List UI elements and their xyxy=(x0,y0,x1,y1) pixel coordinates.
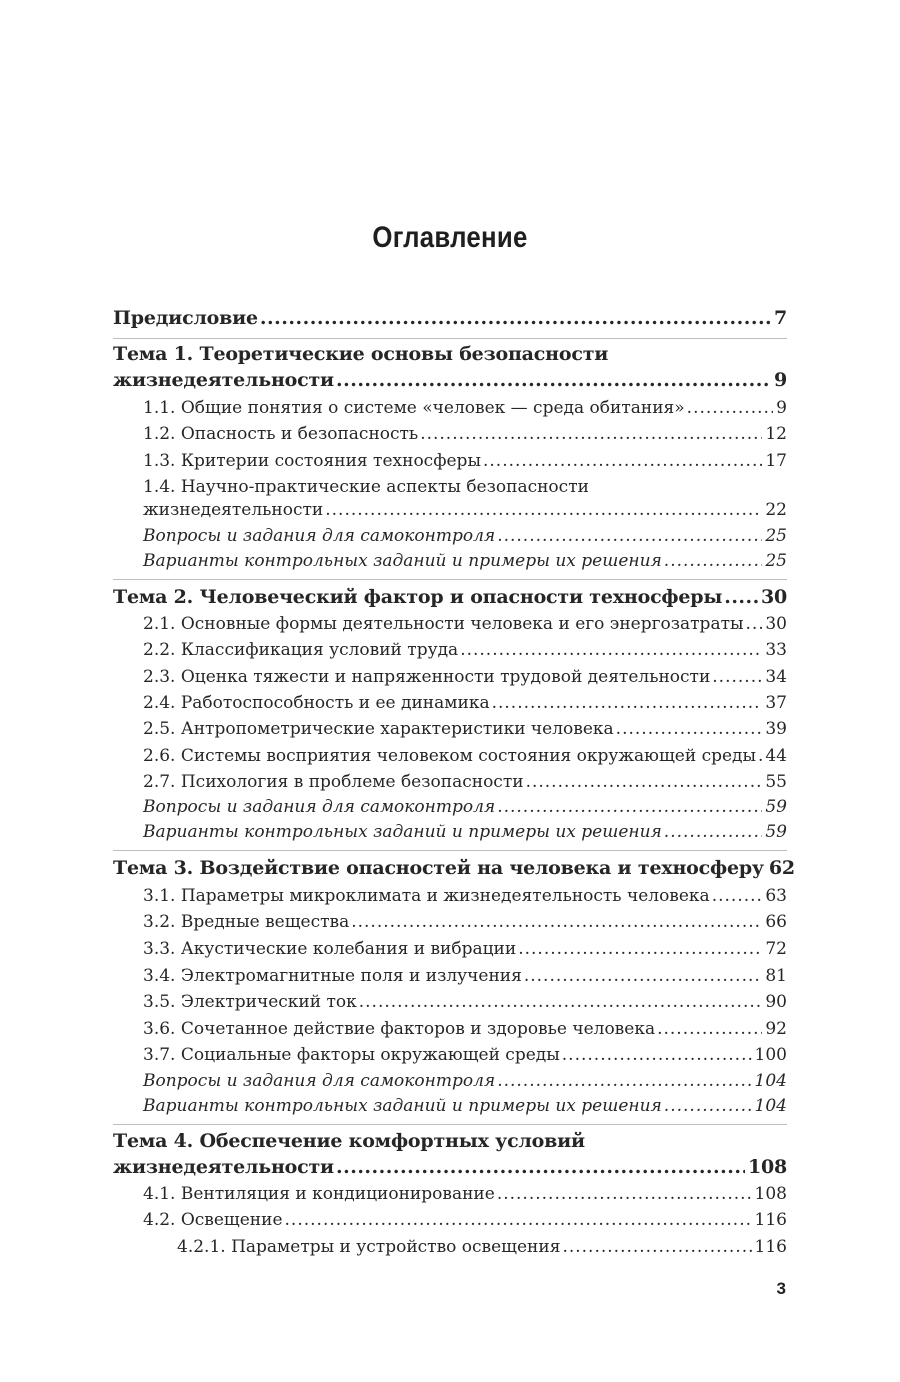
dot-leader xyxy=(664,1094,752,1118)
toc-entry-page: 17 xyxy=(765,451,787,471)
toc-entry[interactable] xyxy=(143,665,787,689)
toc-entry-page: 30 xyxy=(760,586,787,608)
toc-entry[interactable] xyxy=(143,884,787,908)
toc-entry[interactable] xyxy=(143,964,787,988)
toc-entry[interactable] xyxy=(143,638,787,662)
toc-entry-label: 2.2. Классификация условий труда xyxy=(143,640,459,660)
toc-entry[interactable] xyxy=(143,990,787,1014)
toc-entry-label: Вопросы и задания для самоконтроля xyxy=(143,526,496,546)
toc-entry-label: Варианты контрольных заданий и примеры их решения xyxy=(143,822,662,842)
toc-entry-label: Варианты контрольных заданий и примеры их решения xyxy=(143,1096,662,1116)
dot-leader xyxy=(664,549,763,573)
toc-entry[interactable] xyxy=(143,1017,787,1041)
dot-leader xyxy=(746,612,763,636)
toc-entry-label: Вопросы и задания для самоконтроля xyxy=(143,797,496,817)
toc-entry[interactable] xyxy=(143,937,787,961)
toc-entry[interactable] xyxy=(143,449,787,473)
toc-entry-label: 1.1. Общие понятия о системе «человек — среда обитания» xyxy=(143,398,685,418)
toc-entry-page: 92 xyxy=(765,1019,787,1039)
toc-entry-label: 3.1. Параметры микроклимата и жизнедеятельность человека xyxy=(143,886,710,906)
toc-entry-page: 39 xyxy=(765,719,787,739)
dot-leader xyxy=(336,1155,745,1179)
dot-leader xyxy=(285,1208,752,1232)
dot-leader xyxy=(460,638,762,662)
toc-entry-label: 2.6. Системы восприятия человеком состояния окружающей среды xyxy=(143,746,757,766)
toc-entry-page: 9 xyxy=(773,369,787,391)
toc-entry-page: 44 xyxy=(765,746,787,766)
toc-entry-variants[interactable] xyxy=(143,549,787,573)
toc-entry-label: 3.5. Электрический ток xyxy=(143,992,357,1012)
dot-leader xyxy=(497,524,762,548)
toc-entry-page: 37 xyxy=(765,693,787,713)
dot-leader xyxy=(359,990,763,1014)
toc-entry-page: 104 xyxy=(754,1096,787,1116)
toc-entry[interactable] xyxy=(177,1235,787,1259)
toc-entry-questions[interactable] xyxy=(143,795,787,819)
toc-entry[interactable] xyxy=(143,910,787,934)
toc-entry-page: 59 xyxy=(765,797,787,817)
toc-entry-label: 3.2. Вредные вещества xyxy=(143,912,350,932)
toc-entry-label: 1.2. Опасность и безопасность xyxy=(143,424,419,444)
dot-leader xyxy=(325,498,762,522)
dot-leader xyxy=(524,964,763,988)
toc-entry-page: 34 xyxy=(765,667,787,687)
toc-topic-4-line1[interactable]: Тема 4. Обеспечение комфортных условий xyxy=(113,1130,585,1152)
toc-entry-page: 116 xyxy=(754,1210,787,1230)
dot-leader xyxy=(664,820,763,844)
dot-leader xyxy=(260,306,771,330)
toc-entry-label: жизнедеятельности xyxy=(143,500,324,520)
toc-entry[interactable] xyxy=(143,1043,787,1067)
dot-leader xyxy=(492,691,763,715)
divider xyxy=(113,338,787,339)
toc-entry-page: 55 xyxy=(765,772,787,792)
toc-entry-line1[interactable]: 1.4. Научно-практические аспекты безопасности xyxy=(143,477,589,497)
toc-entry-page: 12 xyxy=(765,424,787,444)
toc-entry-page: 104 xyxy=(754,1071,787,1091)
toc-entry[interactable] xyxy=(143,498,787,522)
dot-leader xyxy=(336,368,771,392)
toc-entry-page: 108 xyxy=(754,1184,787,1204)
toc-entry-page: 108 xyxy=(747,1156,787,1178)
dot-leader xyxy=(420,422,762,446)
dot-leader xyxy=(724,585,758,609)
divider xyxy=(113,1124,787,1125)
toc-topic-2[interactable] xyxy=(113,585,787,609)
toc-entry[interactable] xyxy=(143,612,787,636)
dot-leader xyxy=(483,449,762,473)
toc-entry-label: 3.7. Социальные факторы окружающей среды xyxy=(143,1045,560,1065)
divider xyxy=(113,850,787,851)
dot-leader xyxy=(526,770,763,794)
toc-entry-label: жизнедеятельности xyxy=(113,1156,334,1178)
toc-topic-1-line1[interactable]: Тема 1. Теоретические основы безопасности xyxy=(113,343,609,365)
toc-entry-label: 2.7. Психология в проблеме безопасности xyxy=(143,772,524,792)
dot-leader xyxy=(497,1182,752,1206)
page-number: 3 xyxy=(776,1279,786,1298)
toc-entry-label: Предисловие xyxy=(113,307,258,329)
toc-entry[interactable] xyxy=(143,770,787,794)
toc-entry-label: 2.5. Антропометрические характеристики человека xyxy=(143,719,614,739)
toc-entry-page: 33 xyxy=(765,640,787,660)
toc-entry[interactable] xyxy=(143,1208,787,1232)
toc-entry-page: 25 xyxy=(765,526,787,546)
toc-entry-questions[interactable] xyxy=(143,524,787,548)
toc-entry-page: 25 xyxy=(765,551,787,571)
toc-entry-page: 62 xyxy=(768,857,795,879)
dot-leader xyxy=(712,665,762,689)
toc-entry-page: 22 xyxy=(765,500,787,520)
dot-leader xyxy=(518,937,762,961)
dot-leader xyxy=(758,744,762,768)
toc-entry-label: 2.3. Оценка тяжести и напряженности трудовой деятельности xyxy=(143,667,711,687)
toc-entry-preface[interactable] xyxy=(113,306,787,330)
toc-entry-page: 59 xyxy=(765,822,787,842)
toc-entry[interactable] xyxy=(143,1182,787,1206)
toc-entry-label: 3.3. Акустические колебания и вибрации xyxy=(143,939,517,959)
toc-entry-label: 2.4. Работоспособность и ее динамика xyxy=(143,693,490,713)
toc-entry-label: 1.3. Критерии состояния техносферы xyxy=(143,451,481,471)
dot-leader xyxy=(497,1069,751,1093)
toc-entry-page: 63 xyxy=(765,886,787,906)
toc-entry-page: 72 xyxy=(765,939,787,959)
divider xyxy=(113,579,787,580)
toc-entry[interactable] xyxy=(143,396,787,420)
toc-entry-page: 90 xyxy=(765,992,787,1012)
dot-leader xyxy=(616,717,763,741)
dot-leader xyxy=(562,1235,751,1259)
toc-entry-label: 4.2. Освещение xyxy=(143,1210,283,1230)
dot-leader xyxy=(562,1043,752,1067)
toc-entry-page: 9 xyxy=(776,398,787,418)
toc-entry[interactable] xyxy=(143,691,787,715)
page-title: Оглавление xyxy=(372,221,528,254)
toc-entry-page: 100 xyxy=(754,1045,787,1065)
toc-topic-1[interactable] xyxy=(113,368,787,392)
toc-entry-variants[interactable] xyxy=(143,1094,787,1118)
toc-entry-label: жизнедеятельности xyxy=(113,369,334,391)
dot-leader xyxy=(497,795,762,819)
toc-entry-page: 81 xyxy=(765,966,787,986)
toc-entry-label: Варианты контрольных заданий и примеры их решения xyxy=(143,551,662,571)
dot-leader xyxy=(351,910,762,934)
toc-entry-page: 30 xyxy=(765,614,787,634)
toc-entry-label: 2.1. Основные формы деятельности человека и его энергозатраты xyxy=(143,614,744,634)
toc-entry-label: 3.4. Электромагнитные поля и излучения xyxy=(143,966,522,986)
toc-entry-questions[interactable] xyxy=(143,1069,787,1093)
toc-entry-page: 66 xyxy=(765,912,787,932)
dot-leader xyxy=(687,396,774,420)
dot-leader xyxy=(712,884,763,908)
toc-entry-label: Тема 3. Воздействие опасностей на человека и техносферу xyxy=(113,857,764,879)
toc-entry-label: 3.6. Сочетанное действие факторов и здоровье человека xyxy=(143,1019,656,1039)
toc-entry[interactable] xyxy=(143,422,787,446)
toc-entry-label: Тема 2. Человеческий фактор и опасности техносферы xyxy=(113,586,723,608)
toc-entry-label: 4.1. Вентиляция и кондиционирование xyxy=(143,1184,495,1204)
toc-entry[interactable] xyxy=(143,717,787,741)
toc-entry-page: 7 xyxy=(773,307,787,329)
toc-topic-3[interactable] xyxy=(113,856,795,880)
toc-entry-variants[interactable] xyxy=(143,820,787,844)
toc-topic-4[interactable] xyxy=(113,1155,787,1179)
toc-entry[interactable] xyxy=(143,744,787,768)
toc-entry-label: Вопросы и задания для самоконтроля xyxy=(143,1071,496,1091)
toc-entry-page: 116 xyxy=(754,1237,787,1257)
toc-entry-label: 4.2.1. Параметры и устройство освещения xyxy=(177,1237,561,1257)
dot-leader xyxy=(657,1017,762,1041)
